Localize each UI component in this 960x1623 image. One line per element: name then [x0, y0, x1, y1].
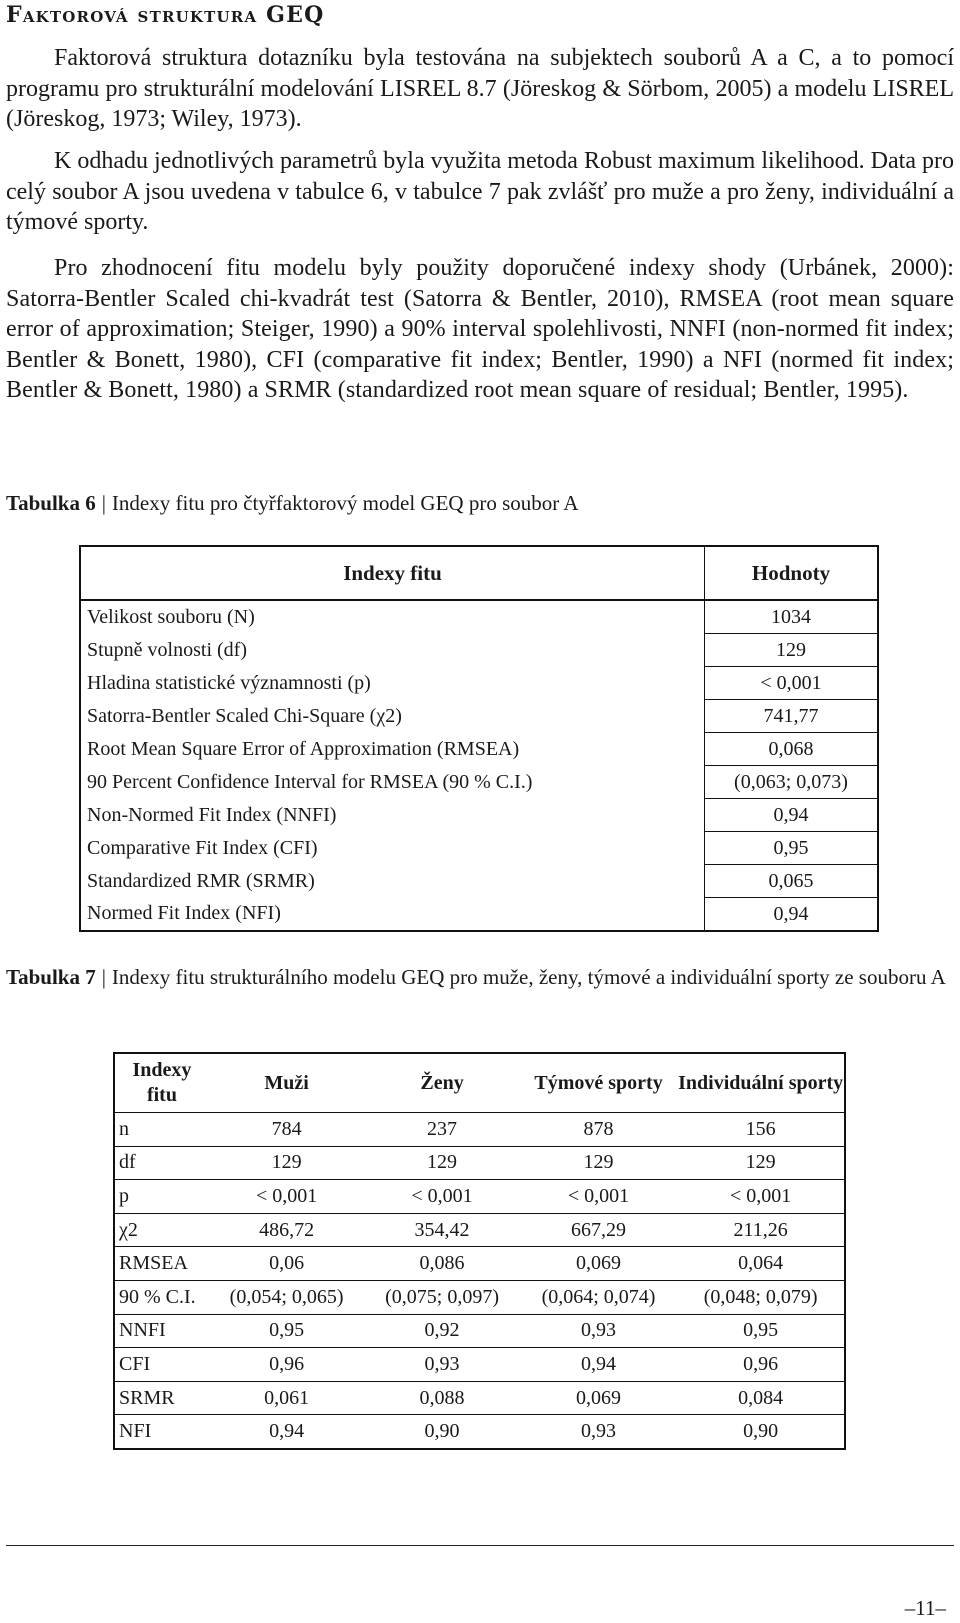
table6-caption-separator: |	[101, 491, 106, 515]
paragraph-3: Pro zhodnocení fitu modelu byly použity doporučené indexy shody (Urbánek, 2000): Satorra-Bentler Scaled chi-kvadrát test (Satorra & Bentler, 2010), RMSEA (root mean square error of approximation; Steiger, 1990) a 90% interval spolehlivosti, NNFI (non-normed fit index; Bentler & Bonett, 1980), CFI (comparative fit index; Bentler, 1990) a NFI (normed fit index; Bentler & Bonett, 1980) a SRMR (standardized root mean square of residual; Bentler, 1995).	[6, 255, 954, 403]
table7-cell: 0,90	[424, 1420, 460, 1443]
table7-cell: 0,93	[520, 1314, 678, 1348]
table7-cell: 784	[209, 1113, 364, 1147]
table6-header-index: Indexy fitu	[80, 546, 705, 600]
table7-header-men: Muži	[209, 1053, 364, 1113]
table-row	[80, 733, 878, 766]
table7-cell: 354,42	[364, 1213, 519, 1247]
table6-row-label: Comparative Fit Index (CFI)	[87, 836, 318, 859]
table7-cell: 129	[520, 1146, 678, 1180]
table7-cell: 667,29	[520, 1213, 678, 1247]
table-row	[80, 799, 878, 832]
paragraph-1: Faktorová struktura dotazníku byla testována na subjektech souborů A a C, a to pomocí programu pro strukturální modelování LISREL 8.7 (Jöreskog & Sörbom, 2005) a modelu LISREL (Jöreskog, 1973; Wiley, 1973).	[6, 45, 954, 132]
table6-row-value: (0,063; 0,073)	[705, 766, 879, 799]
table-row	[80, 700, 878, 733]
table7-header-team: Týmové sporty	[520, 1053, 678, 1113]
table7-cell: (0,075; 0,097)	[364, 1280, 519, 1314]
table7-cell: 0,92	[364, 1314, 519, 1348]
table6-row-label: Hladina statistické významnosti (p)	[87, 671, 371, 694]
paragraph-2: K odhadu jednotlivých parametrů byla využita metoda Robust maximum likelihood. Data pro celý soubor A jsou uvedena v tabulce 6, v tabulce 7 pak zvlášť pro muže a pro ženy, individuální a týmové sporty.	[6, 148, 954, 235]
table-row	[114, 1213, 845, 1247]
table7-cell: NNFI	[114, 1314, 209, 1348]
table7-header-women: Ženy	[364, 1053, 519, 1113]
footer-divider	[6, 1545, 954, 1546]
table7-cell: CFI	[114, 1348, 209, 1382]
table7-cell: 0,069	[520, 1247, 678, 1281]
table6-caption-text: Indexy fitu pro čtyřfaktorový model GEQ pro soubor A	[111, 491, 579, 515]
fit-indices-table-a	[79, 545, 879, 932]
table7-cell: 0,96	[677, 1348, 845, 1382]
table7-cell: 129	[677, 1146, 845, 1180]
table7-cell: < 0,001	[520, 1180, 678, 1214]
table6-row-value: 741,77	[705, 700, 879, 733]
table-row	[80, 832, 878, 865]
table-row	[114, 1180, 845, 1214]
table7-cell: NFI	[119, 1420, 152, 1443]
table7-cell: 878	[520, 1113, 678, 1147]
table-row	[114, 1381, 845, 1415]
table6-row-label: Root Mean Square Error of Approximation (RMSEA)	[87, 737, 520, 760]
table7-cell: 0,064	[677, 1247, 845, 1281]
table-row	[114, 1314, 845, 1348]
table7-caption	[6, 962, 956, 992]
table7-cell: n	[114, 1113, 209, 1147]
table7-cell: < 0,001	[364, 1180, 519, 1214]
table6-row-value: 0,94	[705, 898, 879, 932]
table7-caption-text: Indexy fitu strukturálního modelu GEQ pro muže, ženy, týmové a individuální sporty ze souboru A	[111, 965, 946, 989]
table7-cell: 129	[364, 1146, 519, 1180]
table7-cell: df	[114, 1146, 209, 1180]
table6-row-value: 0,068	[705, 733, 879, 766]
table6-row-label: Normed Fit Index (NFI)	[87, 902, 281, 925]
table-row	[114, 1280, 845, 1314]
table7-header-index: Indexy fitu	[114, 1053, 209, 1113]
table6-row-value: 1034	[705, 600, 879, 634]
table7-cell: 0,93	[364, 1348, 519, 1382]
table6-caption	[6, 488, 579, 518]
table6-row-value: 0,95	[705, 832, 879, 865]
table7-cell: (0,064; 0,074)	[520, 1280, 678, 1314]
table-row	[80, 667, 878, 700]
table7-cell: p	[114, 1180, 209, 1214]
table7-cell: 0,95	[677, 1314, 845, 1348]
table7-cell: < 0,001	[209, 1180, 364, 1214]
table6-header-value: Hodnoty	[705, 546, 879, 600]
table-row	[114, 1415, 845, 1449]
table7-cell: χ2	[114, 1213, 209, 1247]
table7-cell: 0,94	[520, 1348, 678, 1382]
table7-caption-separator: |	[101, 965, 106, 989]
table-row	[80, 634, 878, 667]
table6-row-label: 90 Percent Confidence Interval for RMSEA (90 % C.I.)	[87, 770, 533, 793]
table6-row-label: Standardized RMR (SRMR)	[87, 869, 315, 892]
table7-cell: < 0,001	[677, 1180, 845, 1214]
table7-cell: 156	[677, 1113, 845, 1147]
table7-cell: 90 % C.I.	[114, 1280, 209, 1314]
table7-cell: 211,26	[677, 1213, 845, 1247]
table-row	[80, 898, 878, 932]
table7-cell: 0,90	[743, 1420, 779, 1443]
table6-row-label: Velikost souboru (N)	[87, 605, 255, 628]
table6-row-label: Stupně volnosti (df)	[87, 638, 247, 661]
table7-header-row	[114, 1053, 845, 1113]
table6-row-value: < 0,001	[705, 667, 879, 700]
table6-row-value: 0,94	[705, 799, 879, 832]
table-row	[80, 600, 878, 634]
table7-cell: SRMR	[114, 1381, 209, 1415]
table6-row-label: Non-Normed Fit Index (NNFI)	[87, 803, 337, 826]
table7-cell: (0,054; 0,065)	[209, 1280, 364, 1314]
table7-caption-label: Tabulka 7	[6, 965, 96, 989]
table-row	[114, 1247, 845, 1281]
table6-header-row	[80, 546, 878, 600]
table7-cell: 237	[364, 1113, 519, 1147]
table7-cell: RMSEA	[114, 1247, 209, 1281]
table7-cell: 0,086	[364, 1247, 519, 1281]
table6-row-value: 0,065	[705, 865, 879, 898]
table6-row-label: Satorra-Bentler Scaled Chi-Square (χ2)	[87, 704, 402, 727]
table7-cell: 0,95	[209, 1314, 364, 1348]
table7-cell: 0,96	[209, 1348, 364, 1382]
section-heading: Faktorová struktura GEQ	[6, 2, 325, 28]
table7-header-individual: Individuální sporty	[677, 1053, 845, 1113]
table6-row-value: 129	[705, 634, 879, 667]
table7-cell: 0,06	[209, 1247, 364, 1281]
page-number: –11–	[904, 1596, 946, 1620]
table-row	[114, 1113, 845, 1147]
fit-indices-table-groups	[113, 1052, 846, 1450]
table-row	[114, 1146, 845, 1180]
table7-cell: (0,048; 0,079)	[677, 1280, 845, 1314]
table7-cell: 129	[209, 1146, 364, 1180]
table-row	[80, 865, 878, 898]
table7-cell: 0,069	[520, 1381, 678, 1415]
table7-cell: 0,94	[269, 1420, 305, 1443]
table7-cell: 486,72	[209, 1213, 364, 1247]
table-row	[80, 766, 878, 799]
table7-cell: 0,93	[581, 1420, 617, 1443]
table6-caption-label: Tabulka 6	[6, 491, 96, 515]
table-row	[114, 1348, 845, 1382]
table7-cell: 0,061	[209, 1381, 364, 1415]
table7-cell: 0,084	[677, 1381, 845, 1415]
table7-cell: 0,088	[364, 1381, 519, 1415]
